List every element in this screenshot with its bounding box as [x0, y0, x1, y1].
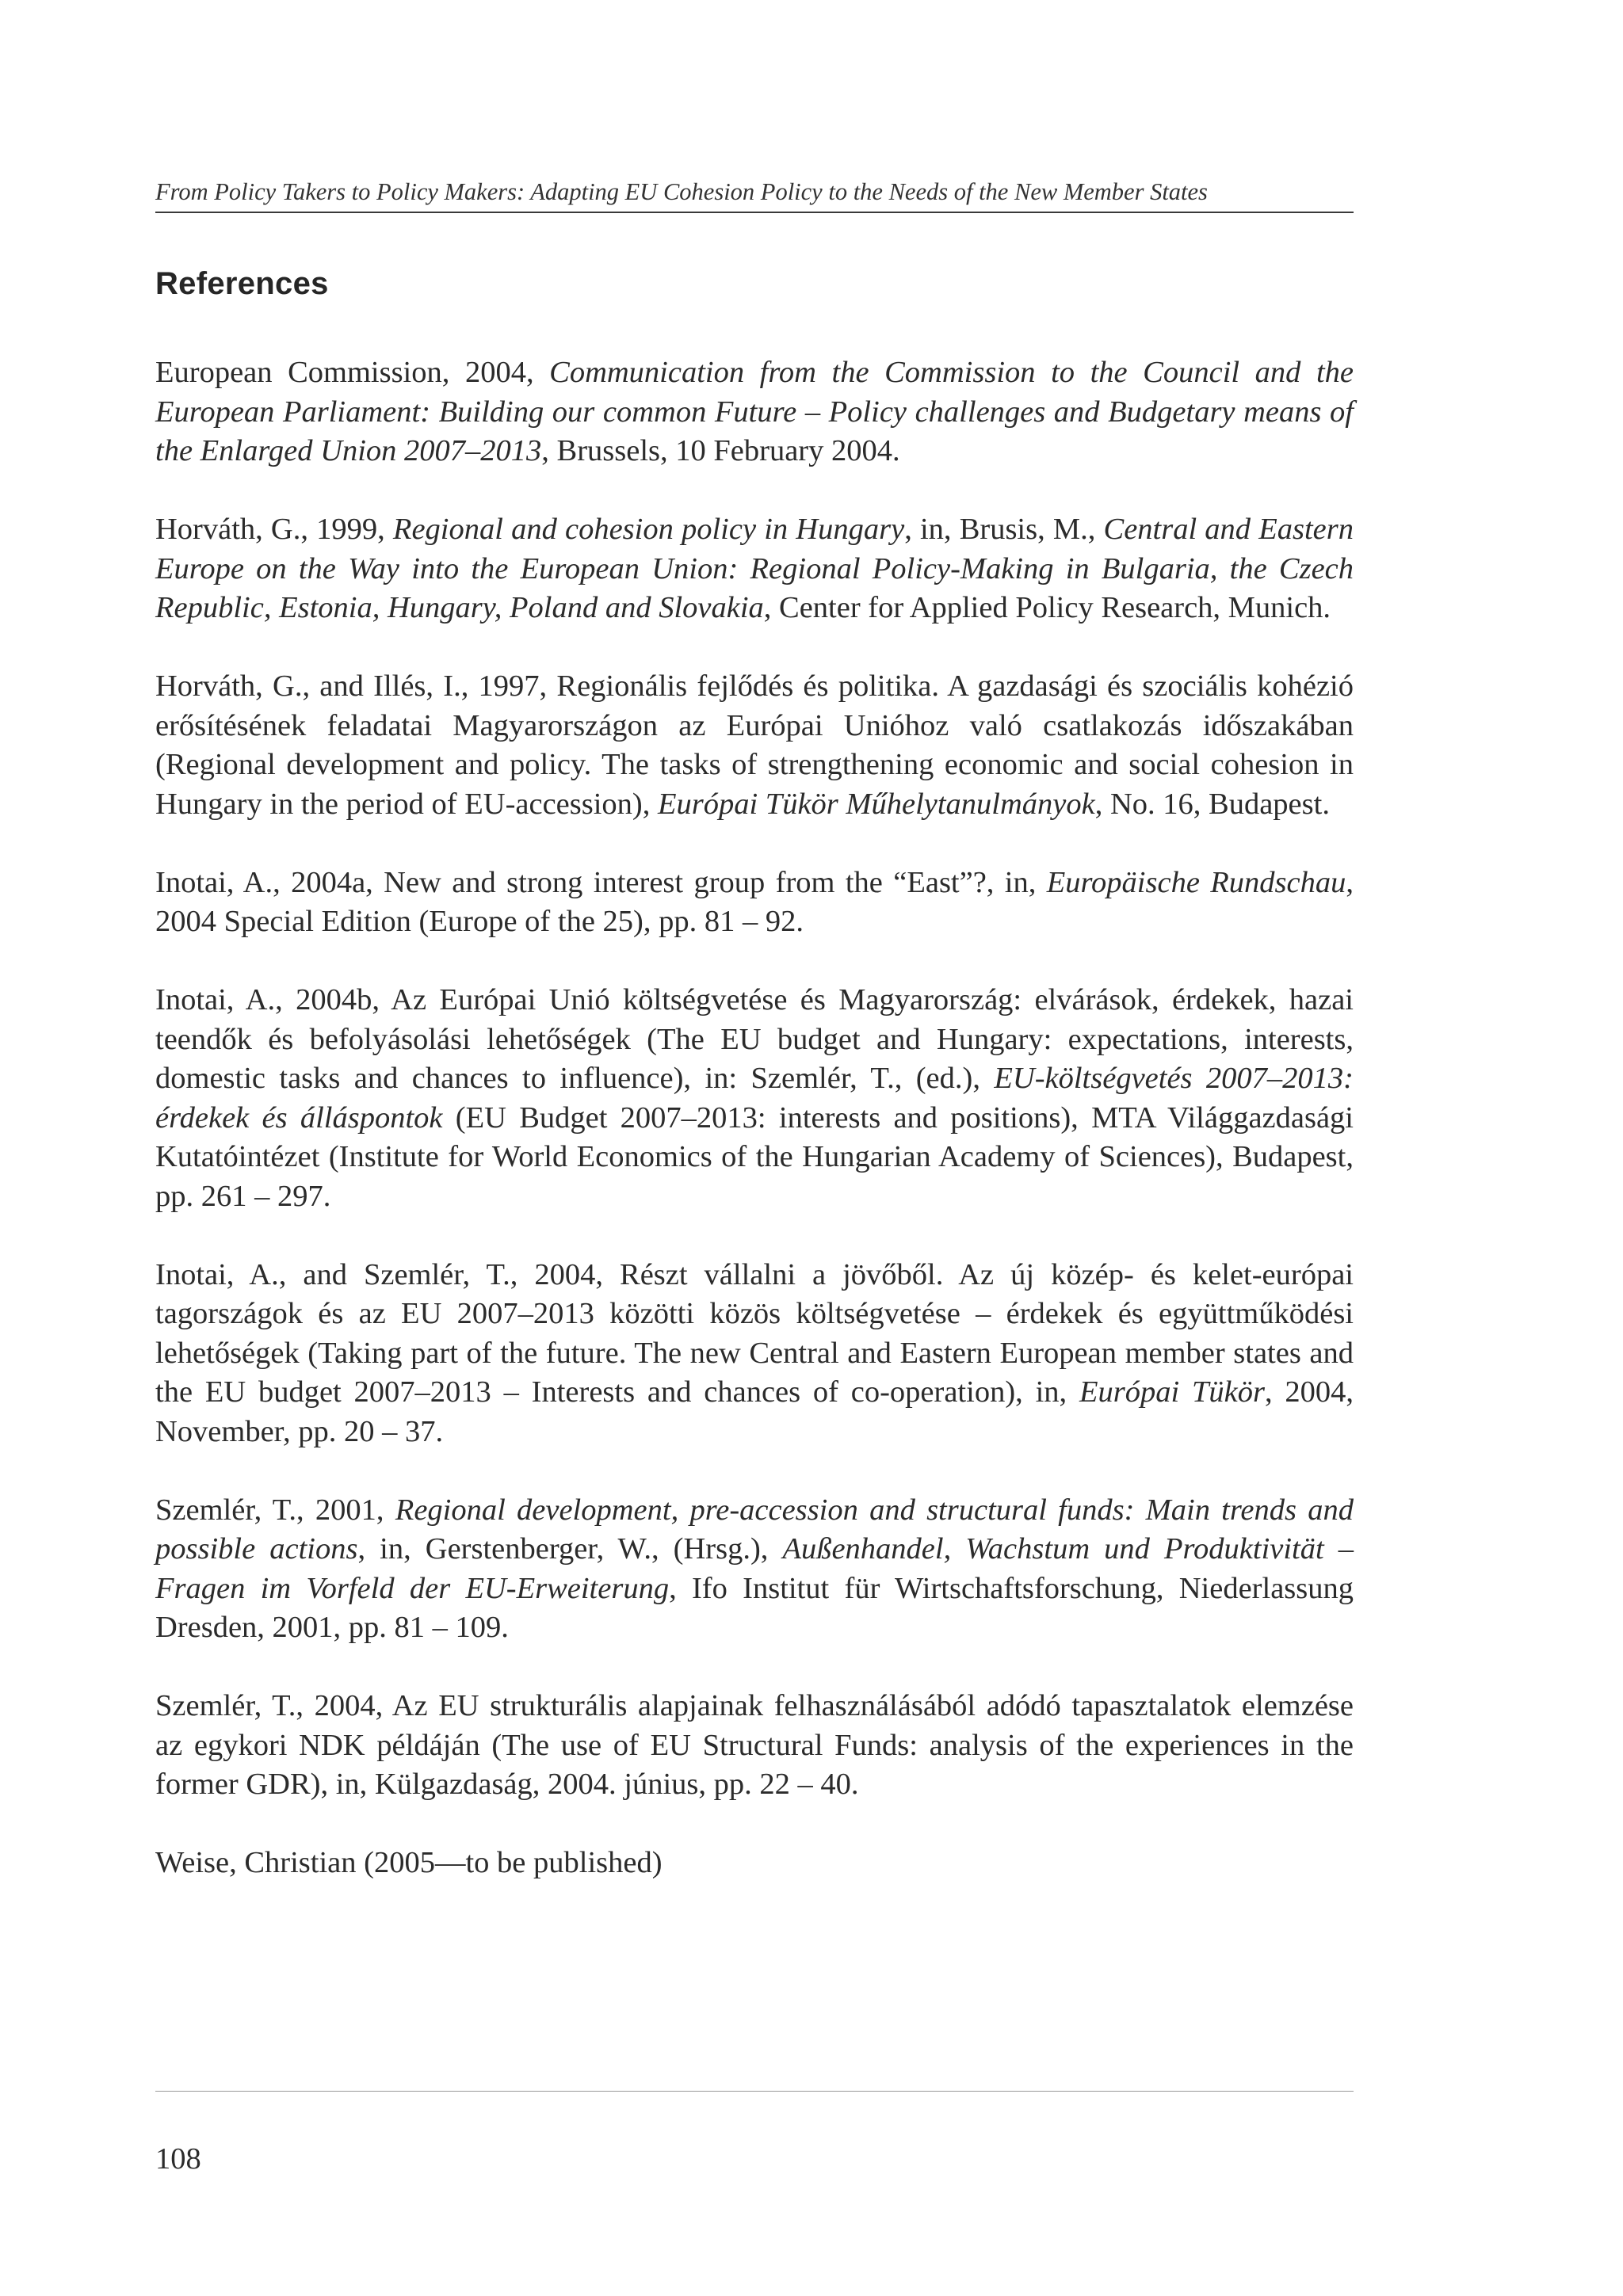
reference-entry [155, 1491, 1354, 1648]
reference-title: Außenhandel, Wachstum und Produktivität – Fragen im Vorfeld der EU-Erweiterung [155, 1532, 1354, 1605]
reference-title: Európai Tükör [1079, 1375, 1265, 1409]
reference-text: Inotai, A., 2004a, New and strong interest group from the “East”?, in, [155, 865, 1047, 899]
reference-text: , 2004, November, pp. 20 – 37. [155, 1375, 1354, 1448]
page-number: 108 [155, 2142, 201, 2176]
reference-text: Inotai, A., and Szemlér, T., 2004, Részt vállalni a jövőből. Az új közép- és kelet-európai tagországok és az EU 2007–2013 közötti közös költségvetése – érdekek és együttműködési lehetőségek (Taking part of the future. The new Central and Eastern European member states and the EU budget 2007–2013 – Interests and chances of co-operation), in, [155, 1257, 1354, 1409]
reference-title: Central and Eastern Europe on the Way into the European Union: Regional Policy-Making in Bulgaria, the Czech Republic, Estonia, Hungary, Poland and Slovakia [155, 513, 1354, 624]
reference-entry [155, 1256, 1354, 1452]
header-rule [155, 212, 1354, 213]
reference-text: , in, Brusis, M., [904, 513, 1104, 546]
reference-title: Regional development, pre-accession and structural funds: Main trends and possible actions [155, 1493, 1354, 1566]
reference-text: European Commission, 2004, [155, 356, 550, 389]
reference-text: , 2004 Special Edition (Europe of the 25), pp. 81 – 92. [155, 865, 1354, 938]
reference-entry [155, 667, 1354, 824]
reference-entry [155, 353, 1354, 471]
reference-title: Európai Tükör Műhelytanulmányok [657, 787, 1095, 821]
reference-text: , Center for Applied Policy Research, Munich. [763, 591, 1331, 624]
reference-text: Horváth, G., and Illés, I., 1997, Regionális fejlődés és politika. A gazdasági és szociális kohézió erősítésének feladatai Magyarországon az Európai Unióhoz való csatlakozás időszakában (Regional development and policy. The tasks of strengthening economic and social cohesion in Hungary in the period of EU-accession), [155, 669, 1354, 821]
reference-text: Inotai, A., 2004b, Az Európai Unió költségvetése és Magyarország: elvárások, érdekek, hazai teendők és befolyásolási lehetőségek (The EU budget and Hungary: expectations, interests, domestic tasks and chances to influence), in: Szemlér, T., (ed.), [155, 983, 1354, 1095]
reference-text: (EU Budget 2007–2013: interests and positions), MTA Világgazdasági Kutatóintézet (Institute for World Economics of the Hungarian Academy of Sciences), Budapest, pp. 261 – 297. [155, 1100, 1354, 1213]
reference-title: Communication from the Commission to the Council and the European Parliament: Building our common Future – Policy challenges and Budgetary means of the Enlarged Union 2007–2013 [155, 356, 1354, 467]
reference-title: EU-költségvetés 2007–2013: érdekek és álláspontok [155, 1062, 1354, 1135]
reference-list [155, 353, 1354, 1922]
reference-entry [155, 510, 1354, 628]
running-header: From Policy Takers to Policy Makers: Adapting EU Cohesion Policy to the Needs of the New Member States [155, 178, 1208, 205]
reference-text: Szemlér, T., 2004, Az EU strukturális alapjainak felhasználásából adódó tapasztalatok elemzése az egykori NDK példáján (The use of EU Structural Funds: analysis of the experiences in the former GDR), in, Külgazdaság, 2004. június, pp. 22 – 40. [155, 1689, 1354, 1801]
reference-entry [155, 1687, 1354, 1805]
footer-rule [155, 2091, 1354, 2092]
reference-text: , in, Gerstenberger, W., (Hrsg.), [357, 1532, 783, 1566]
reference-entry [155, 981, 1354, 1216]
reference-text: Horváth, G., 1999, [155, 513, 393, 546]
reference-text: , No. 16, Budapest. [1094, 787, 1330, 821]
reference-text: , Ifo Institut für Wirtschaftsforschung, Niederlassung Dresden, 2001, pp. 81 – 109. [155, 1571, 1354, 1644]
reference-text: Weise, Christian (2005—to be published) [155, 1846, 663, 1879]
reference-title: Europäische Rundschau [1046, 865, 1346, 899]
reference-entry [155, 864, 1354, 942]
reference-text: Szemlér, T., 2001, [155, 1493, 395, 1527]
reference-entry [155, 1844, 1354, 1883]
reference-text: , Brussels, 10 February 2004. [541, 434, 900, 467]
reference-title: Regional and cohesion policy in Hungary [392, 513, 905, 546]
section-heading: References [155, 266, 329, 301]
